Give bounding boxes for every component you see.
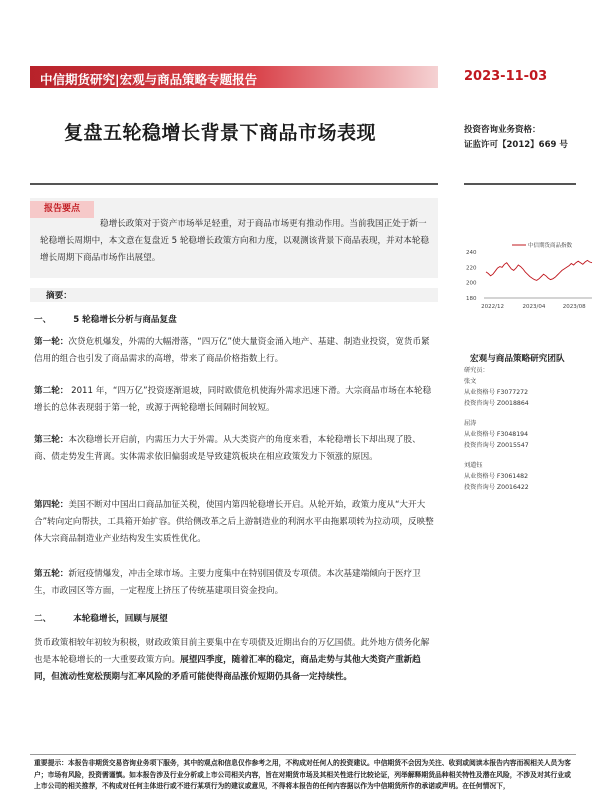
paragraph-lead: 第四轮： (34, 500, 69, 510)
x-tick-label: 2023/08 (562, 304, 586, 310)
divider (464, 183, 576, 185)
paragraph-text: 货币政策相较年初较为积极，财政政策目前主要集中在专项债及近期出台的万亿国债。此外地方债务化解也是本轮稳增长的一大重要政策方向。 (34, 638, 430, 665)
paragraph-lead: 第一轮： (34, 337, 69, 347)
paragraph-text: 本次稳增长开启前，内需压力大于外需。从大类资产的角度来看，本轮稳增长下却出现了股、商、债走势发生背离。实体需求依旧偏弱或是导致建筑板块在相应政策发力下领涨的原因。 (34, 435, 421, 462)
license-number: 证监许可【2012】669 号 (464, 140, 568, 150)
section-heading (34, 313, 177, 325)
abstract-label: 摘要： (46, 291, 72, 301)
paragraph-text: 新冠疫情爆发，冲击全球市场。主要力度集中在特别国债及专项债。本次基建端倾向于医疗卫生，市政园区等方面，一定程度上挤压了传统基建项目资金投向。 (34, 569, 421, 596)
license-label: 投资咨询业务资格： (464, 125, 541, 135)
y-tick-label: 240 (466, 250, 477, 256)
paragraph-lead: 第三轮： (34, 435, 69, 445)
footer-divider (30, 754, 576, 755)
practice-license: 从业资格号 F3061482 (464, 473, 529, 480)
paragraph (34, 383, 434, 417)
x-tick-label: 2023/04 (522, 304, 546, 310)
legend-label: 中信期货商品指数 (528, 243, 573, 249)
section-heading (34, 612, 168, 624)
researcher-name: 屈涛 (464, 420, 477, 427)
summary-tag: 报告要点 (30, 201, 94, 218)
y-tick-label: 180 (466, 296, 477, 302)
paragraph-text: 2011 年，“四万亿”投资逐渐退坡，同时欧债危机使海外需求迅速下滑。大宗商品市场在本轮稳增长的总体表现弱于第一轮，或源于两轮稳增长间隔时间较短。 (34, 386, 432, 413)
researcher-name: 刘道钰 (464, 462, 483, 469)
section-title: 5 轮稳增长分析与商品复盘 (73, 315, 177, 325)
x-tick-label: 2022/12 (481, 304, 505, 310)
abstract-bar (30, 288, 438, 302)
paragraph (34, 497, 434, 548)
y-tick-label: 200 (466, 280, 477, 287)
section-number: 二、 (34, 614, 52, 624)
report-date: 2023-11-03 (464, 69, 548, 84)
paragraph-highlight: 展望四季度，随着汇率的稳定，商品走势与其他大类资产重新趋同，但流动性宽松预期与汇率风险的矛盾可能使得商品涨价短期仍具备一定持续性。 (34, 655, 421, 682)
consult-license: 投资咨询号 Z0015547 (464, 442, 529, 449)
summary-text: 稳增长政策对于资产市场举足轻重，对于商品市场更有推动作用。当前我国正处于新一轮稳增长周期中，本文意在复盘近 5 轮稳增长政策方向和力度，以观测该背景下商品表现，并对本轮稳增长周期下商品市场作出展望。 (40, 219, 430, 263)
researcher-label: 研究员： (464, 367, 489, 374)
y-tick-label: 220 (466, 265, 477, 272)
paragraph (34, 334, 434, 368)
paragraph (34, 432, 434, 466)
section-title: 本轮稳增长，回顾与展望 (73, 614, 168, 624)
paragraph-lead: 第二轮： (34, 386, 69, 396)
paragraph-text: 次贷危机爆发，外需的大幅滑落，“四万亿”使大量资金涌入地产、基建、制造业投资，宽货币紧信用的组合也引发了商品需求的高增，带来了商品价格指数上行。 (34, 337, 430, 364)
researcher-name: 张文 (464, 378, 477, 385)
paragraph-lead: 第五轮： (34, 569, 69, 579)
paragraph (34, 566, 434, 600)
consult-license: 投资咨询号 Z0016422 (464, 484, 529, 491)
page-title: 复盘五轮稳增长背景下商品市场表现 (64, 122, 377, 144)
paragraph (34, 635, 434, 686)
report-series-title: 中信期货研究|宏观与商品策略专题报告 (40, 72, 258, 87)
practice-license: 从业资格号 F3048194 (464, 431, 529, 438)
disclaimer: 重要提示：本报告非期货交易咨询业务项下服务，其中的观点和信息仅作参考之用，不构成对任何人的投资建议。中信期货不会因为关注、收到或阅读本报告内容而视相关人员为客户；市场有风险，投资需谨慎。如本报告涉及行业分析或上市公司相关内容，旨在对期货市场及其相关性进行比较论证，列举解释期货品种相关特性及潜在风险，不涉及对其行业或上市公司的相关推荐，不构成对任何主体进行或不进行某项行为的建议或意见，不得将本报告的任何内容据以作为中信期货所作的承诺或声明。在任何情况下， (34, 759, 571, 790)
team-title: 宏观与商品策略研究团队 (470, 354, 565, 364)
divider (30, 183, 438, 185)
practice-license: 从业资格号 F3077272 (464, 389, 529, 396)
section-number: 一、 (34, 315, 52, 325)
commodity-index-chart (464, 238, 594, 318)
series-line (486, 260, 592, 280)
paragraph-text: 美国不断对中国出口商品加征关税，使国内第四轮稳增长开启。从轮开始，政策力度从“大开大合”转向定向帮扶，工具箱开始扩容。供给侧改革之后上游制造业的利润水平由拖累项转为拉动项，反映整体大宗商品制造业产业结构发生实质性优化。 (34, 500, 434, 544)
consult-license: 投资咨询号 Z0018864 (464, 400, 529, 407)
